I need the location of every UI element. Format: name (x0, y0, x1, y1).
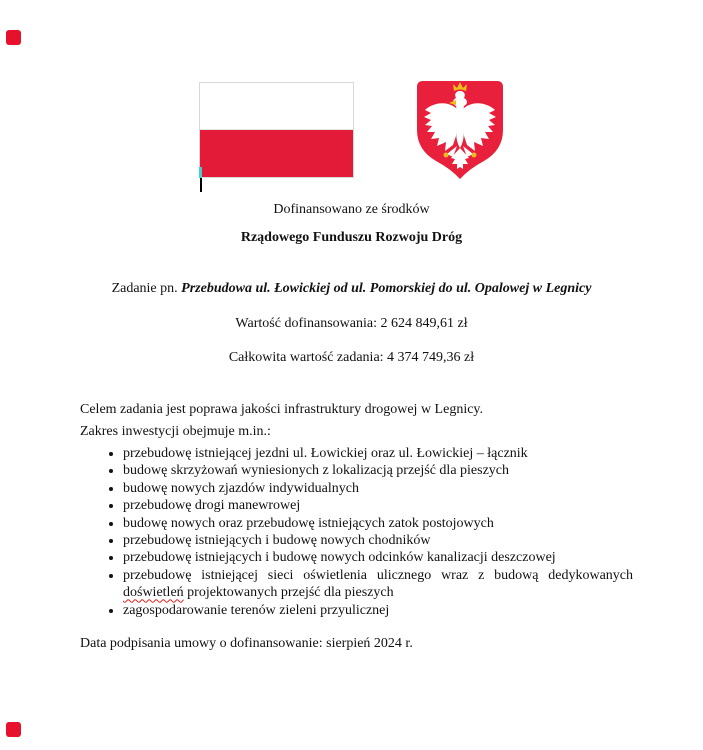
list-item: • przebudowę istniejących i budowę nowych odcinków kanalizacji deszczowej (123, 549, 633, 566)
list-item: • zagospodarowanie terenów zieleni przyulicznej (123, 602, 633, 619)
list-item (123, 567, 633, 602)
red-square-marker-icon (6, 30, 21, 45)
text-cursor (200, 178, 202, 192)
list-item: • przebudowę istniejącej jezdni ul. Łowickiej oraz ul. Łowickiej – łącznik (123, 445, 633, 462)
scope-intro: Zakres inwestycji obejmuje m.in.: (80, 424, 271, 439)
list-item: • przebudowę drogi manewrowej (123, 497, 633, 514)
red-square-marker-icon (6, 722, 21, 737)
misspelled-word: doświetleń (123, 585, 184, 601)
cursor-artifact-icon (199, 167, 202, 178)
signing-date-line: Data podpisania umowy o dofinansowanie: sierpień 2024 r. (80, 636, 413, 651)
list-item: • przebudowę istniejących i budowę nowych chodników (123, 532, 633, 549)
list-item: • budowę skrzyżowań wyniesionych z lokalizacją przejść dla pieszych (123, 462, 633, 479)
list-item-text: projektowanych przejść dla pieszych (183, 585, 394, 601)
flag-white-stripe (200, 83, 353, 130)
poland-flag-icon (199, 82, 354, 178)
list-item: • budowę nowych oraz przebudowę istniejących zatok postojowych (123, 515, 633, 532)
scope-list (80, 445, 633, 619)
flag-red-stripe (200, 130, 353, 177)
funding-value-line: Wartość dofinansowania: 2 624 849,61 zł (235, 316, 468, 331)
fund-name-line: Rządowego Funduszu Rozwoju Dróg (240, 230, 463, 245)
task-title-line (75, 280, 628, 298)
task-prefix: Zadanie pn. (111, 281, 182, 296)
funding-source-line: Dofinansowano ze środków (273, 202, 430, 217)
list-item: • budowę nowych zjazdów indywidualnych (123, 480, 633, 497)
total-value-line: Całkowita wartość zadania: 4 374 749,36 zł (228, 350, 475, 365)
goal-paragraph: Celem zadania jest poprawa jakości infrastruktury drogowej w Legnicy. (80, 402, 484, 417)
poland-eagle-emblem-icon (416, 80, 504, 180)
task-name: Przebudowa ul. Łowickiej od ul. Pomorskiej do ul. Opalowej w Legnicy (181, 281, 592, 296)
list-item-text: przebudowę istniejącej sieci oświetlenia ulicznego wraz z budową dedykowanych (123, 567, 633, 583)
